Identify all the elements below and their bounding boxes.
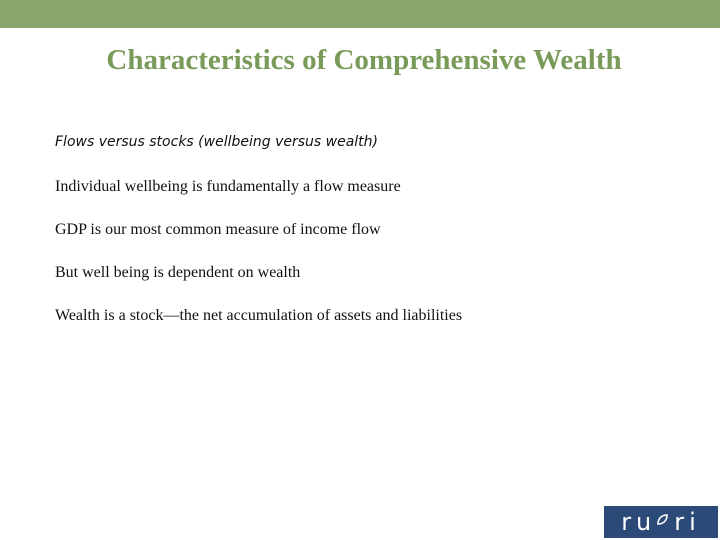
slide-subheading: Flows versus stocks (wellbeing versus wealth)	[55, 134, 378, 150]
rupri-logo	[604, 506, 718, 538]
slide-title: Characteristics of Comprehensive Wealth	[106, 44, 622, 76]
bullet-item: Wealth is a stock—the net accumulation of assets and liabilities	[55, 307, 463, 324]
logo-text-left: ru	[621, 508, 657, 536]
logo-text-right: ri	[674, 508, 701, 536]
header-accent-bar	[0, 0, 720, 28]
leaf-icon	[656, 514, 668, 526]
bullet-item: GDP is our most common measure of income flow	[55, 221, 381, 238]
bullet-item: Individual wellbeing is fundamentally a flow measure	[55, 178, 401, 195]
bullet-item: But well being is dependent on wealth	[55, 264, 301, 281]
